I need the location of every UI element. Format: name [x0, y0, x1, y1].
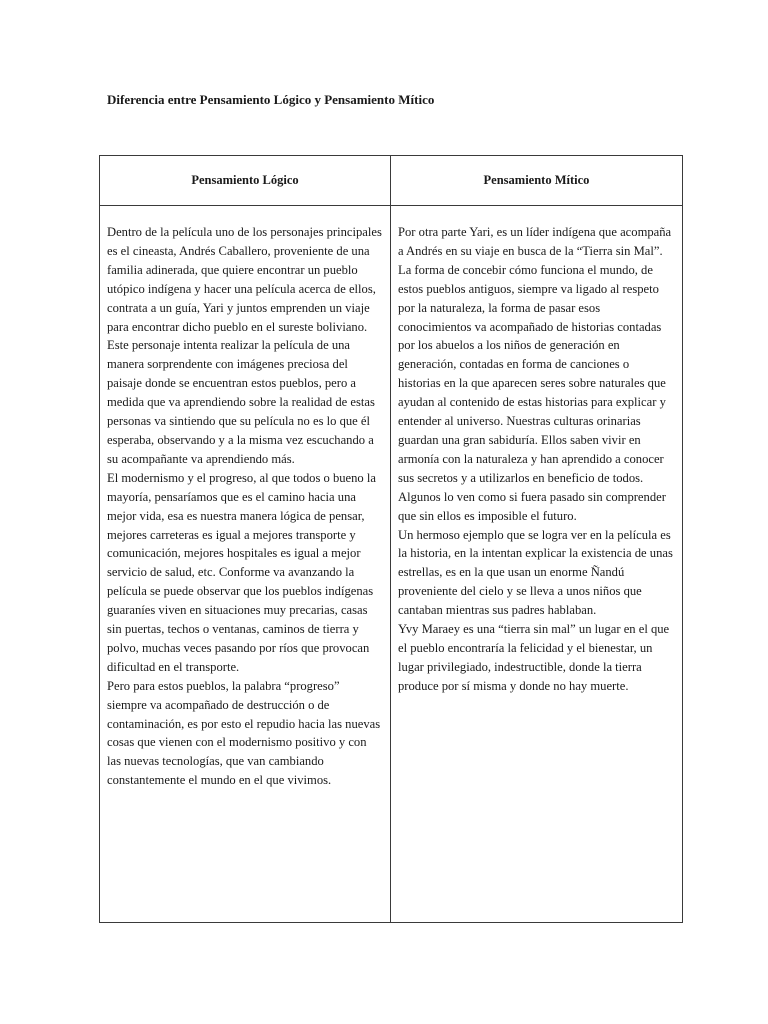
cell-pensamiento-mitico — [391, 206, 683, 923]
header-pensamiento-mitico: Pensamiento Mítico — [391, 156, 683, 206]
mitico-paragraph: La forma de concebir cómo funciona el mundo, de estos pueblos antiguos, siempre va ligado al respeto por la naturaleza, la forma de pasar esos conocimientos va acompañado de historias contadas por los abuelos a los niños de generación en generación, contadas en forma de canciones o historias en la que aparecen seres sobre naturales que ayudan al contenido de estas historias para explicar y entender al universo. Nuestras culturas orinarias guardan una gran sabiduría. Ellos saben vivir en armonía con la naturaleza y han aprendido a conocer sus secretos y a utilizarlos en beneficio de todos. Algunos lo ven como si fuera pasado sin comprender que sin ellos es imposible el futuro. — [398, 262, 666, 523]
logico-paragraph: El modernismo y el progreso, al que todos o bueno la mayoría, pensaríamos que es el camino hacia una mejor vida, esa es nuestra manera lógica de pensar, mejores carreteras es igual a mejores transporte y comunicación, mejores hospitales es igual a mejor servicio de salud, etc. Conforme va avanzando la película se puede observar que los pueblos indígenas guaraníes viven en situaciones muy precarias, casas sin puertas, techos o ventanas, caminos de tierra y polvo, muchas veces pasando por ríos que provocan dificultad en el transporte. — [107, 470, 376, 674]
mitico-paragraph: Por otra parte Yari, es un líder indígena que acompaña a Andrés en su viaje en busca de la “Tierra sin Mal”. — [398, 225, 672, 258]
table-body-row — [100, 206, 683, 923]
mitico-paragraph: Un hermoso ejemplo que se logra ver en la película es la historia, en la intentan explicar la existencia de unas estrellas, es en la que usan un enorme Ñandú proveniente del cielo y se lleva a unos niños que cantaban mientras sus padres hablaban. — [398, 527, 673, 618]
header-pensamiento-logico: Pensamiento Lógico — [100, 156, 391, 206]
table-header-row — [100, 156, 683, 206]
logico-paragraph: Dentro de la película uno de los personajes principales es el cineasta, Andrés Caballero, proveniente de una familia adinerada, que quiere encontrar un pueblo utópico indígena y hacer una película acerca de ellos, contrata a un guía, Yari y juntos emprenden un viaje para encontrar dicho pueblo en el sureste boliviano. Este personaje intenta realizar la película de una manera sorprendente con imágenes preciosa del paisaje donde se encuentran estos pueblos, pero a medida que va aprendiendo sobre la realidad de estas personas va sintiendo que su película no es lo que él esperaba, observando y a la misma vez escuchando a su acompañante va aprendiendo más. — [107, 225, 382, 466]
document-title: Diferencia entre Pensamiento Lógico y Pensamiento Mítico — [107, 92, 435, 107]
comparison-table — [99, 155, 683, 923]
cell-pensamiento-logico — [100, 206, 391, 923]
logico-paragraph: Pero para estos pueblos, la palabra “progreso” siempre va acompañado de destrucción o de contaminación, es por esto el repudio hacia las nuevas cosas que vienen con el modernismo positivo y con las nuevas tecnologías, que van cambiando constantemente el mundo en el que vivimos. — [107, 678, 381, 788]
mitico-paragraph: Yvy Maraey es una “tierra sin mal” un lugar en el que el pueblo encontraría la felicidad y el bienestar, un lugar privilegiado, indestructible, donde la tierra produce por sí misma y donde no hay muerte. — [398, 622, 670, 693]
